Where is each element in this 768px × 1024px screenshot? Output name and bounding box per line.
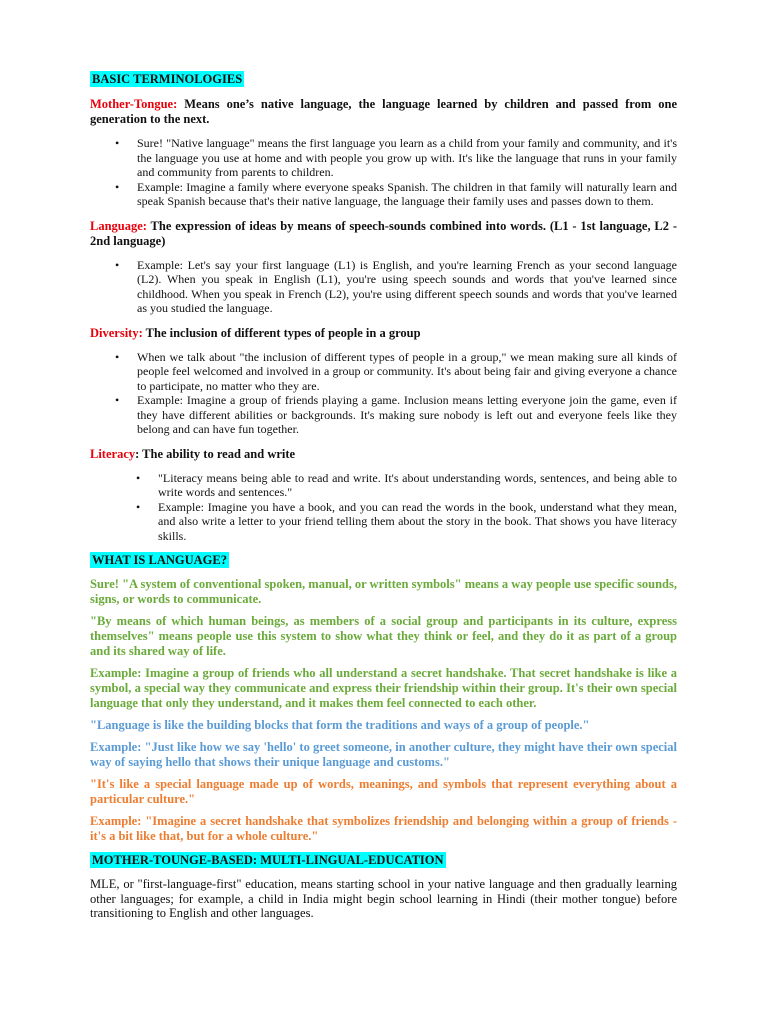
- language-list: [90, 258, 677, 316]
- bullet-icon: •: [136, 470, 141, 485]
- bullet-icon: •: [115, 349, 120, 364]
- list-item: • Example: Imagine you have a book, and you can read the words in the book, understand what they mean, and also write a letter to your friend telling them about the story in the book. That shows you have literacy skills.: [136, 499, 677, 543]
- list-item: • Sure! "Native language" means the first language you learn as a child from your family and community, and it's the language you use at home and with people you grow up with. It's like the language that runs in your family and community from parents to children.: [115, 136, 677, 179]
- mother-tongue-list: [90, 136, 677, 209]
- literacy-list: [90, 471, 677, 544]
- heading-basic-terminologies: BASIC TERMINOLOGIES: [92, 72, 243, 86]
- list-item: • When we talk about "the inclusion of different types of people in a group," we mean making sure all kinds of people feel welcomed and involved in a group or community. It's about being fair and giving everyone a chance to participate, no matter who they are.: [115, 349, 677, 393]
- list-item: • Example: Imagine a family where everyone speaks Spanish. The children in that family will naturally learn and speak Spanish because that's their native language, the language their family uses and passes down to them.: [115, 179, 677, 208]
- term-diversity: Diversity: The inclusion of different types of people in a group: [90, 325, 421, 340]
- paragraph-handshake-example: Example: Imagine a group of friends who all understand a secret handshake. That secret handshake is like a symbol, a special way they communicate and express their friendship within their group. It's their own special language that only they understand, and it makes them feel connected to each other.: [90, 666, 677, 710]
- list-item: • "Literacy means being able to read and write. It's about understanding words, sentences, and being able to write words and sentences.": [136, 470, 677, 499]
- paragraph-social-group: "By means of which human beings, as members of a social group and participants in its culture, express themselves" means people use this system to show what they think or feel, and they do it as part of a group and its shared way of life.: [90, 614, 677, 658]
- bullet-icon: •: [115, 179, 120, 194]
- bullet-icon: •: [115, 257, 120, 272]
- diversity-list: [90, 350, 677, 437]
- document-page: [90, 70, 677, 921]
- paragraph-culture-example: Example: "Imagine a secret handshake that symbolizes friendship and belonging within a group of friends - it's a bit like that, but for a whole culture.": [90, 814, 677, 843]
- bullet-icon: •: [115, 136, 120, 150]
- term-language: Language: The expression of ideas by means of speech-sounds combined into words. (L1 - 1st language, L2 - 2nd language): [90, 218, 677, 248]
- list-item: • Example: Let's say your first language (L1) is English, and you're learning French as your second language (L2). When you speak in English (L1), you're using speech sounds and words that you've learned since childhood. When you speak in French (L2), you're using different speech sounds and words that you've learned as you studied the language.: [115, 257, 677, 315]
- heading-mle: MOTHER-TOUNGE-BASED: MULTI-LINGUAL-EDUCATION: [92, 853, 444, 867]
- term-mother-tongue: Mother-Tongue: Means one’s native language, the language learned by children and passed from one generation to the next.: [90, 97, 677, 126]
- list-item: • Example: Imagine a group of friends playing a game. Inclusion means letting everyone join the game, even if they have different abilities or backgrounds. It's making sure nobody is left out and everyone feels like they belong and can have fun together.: [115, 393, 677, 436]
- paragraph-system-of-symbols: Sure! "A system of conventional spoken, manual, or written symbols" means a way people use specific sounds, signs, or words to communicate.: [90, 577, 677, 606]
- heading-what-is-language: WHAT IS LANGUAGE?: [92, 553, 227, 567]
- paragraph-mle: MLE, or "first-language-first" education, means starting school in your native language and then gradually learning other languages; for example, a child in India might begin school learning in Hindi (their mother tongue) before transitioning to English and other languages.: [90, 877, 677, 920]
- paragraph-hello-example: Example: "Just like how we say 'hello' to greet someone, in another culture, they might have their own special way of saying hello that shows their unique language and customs.": [90, 740, 677, 769]
- paragraph-building-blocks: "Language is like the building blocks that form the traditions and ways of a group of people.": [90, 718, 590, 732]
- paragraph-special-language: "It's like a special language made up of words, meanings, and symbols that represent everything about a particular culture.": [90, 777, 677, 806]
- term-literacy: Literacy: The ability to read and write: [90, 446, 296, 461]
- bullet-icon: •: [115, 393, 120, 407]
- bullet-icon: •: [136, 499, 141, 514]
